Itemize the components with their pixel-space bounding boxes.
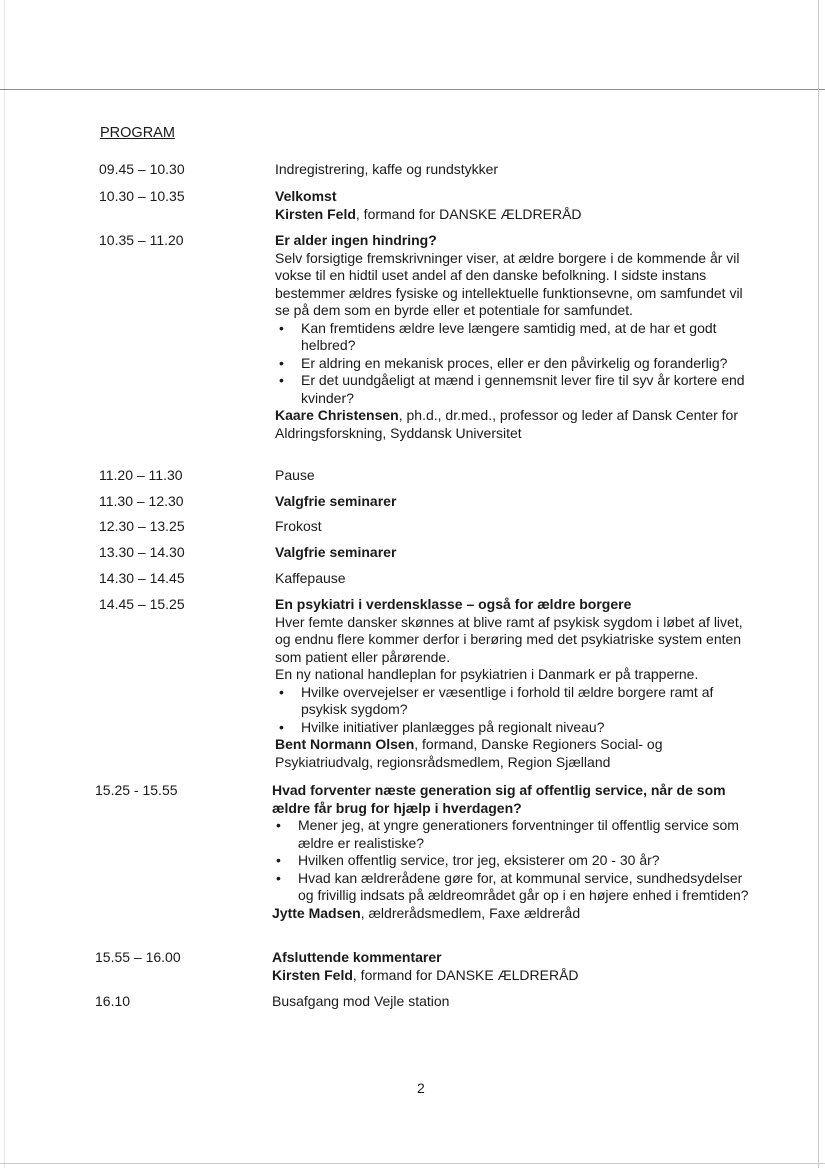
program-time: 09.45 – 10.30 [99,161,185,177]
page-number: 2 [417,1080,425,1096]
session-title: Er alder ingen hindring? [275,232,437,248]
speaker-line [275,736,760,771]
program-content [275,570,760,588]
session-title: Valgfrie seminarer [275,544,397,560]
speaker-role: , ph.d., dr.med., professor og leder af Dansk Center for Aldringsforskning, Syddansk Universitet [275,407,738,441]
session-description: Selv forsigtige fremskrivninger viser, at ældre borgere i de kommende år vil vokse til en hidtil uset andel af den danske befolkning. I sidste instans bestemmer ældres fysiske og intellektuelle funktionsevne, om samfundet vil se på dem som en byrde eller et potentiale for samfundet. [275,249,743,318]
program-text: Busafgang mod Vejle station [272,993,450,1009]
program-time: 10.30 – 10.35 [99,188,185,204]
question-item: • Er aldring en mekanisk proces, eller er den påvirkelig og foranderlig? [275,355,760,373]
program-time: 15.55 – 16.00 [95,949,181,965]
speaker-name: Jytte Madsen [272,904,361,921]
program-time: 13.30 – 14.30 [99,544,185,560]
program-text: Indregistrering, kaffe og rundstykker [275,161,499,177]
speaker-role: , formand for DANSKE ÆLDRERÅD [355,205,582,222]
speaker-line [275,206,760,224]
program-content [275,232,760,442]
program-content [272,782,757,922]
header-rule [0,89,825,90]
program-content [275,493,760,511]
program-content [275,188,760,223]
speaker-line [272,967,757,985]
session-title: Afsluttende kommentarer [272,949,442,965]
program-time: 15.25 - 15.55 [95,782,178,798]
program-content [272,949,757,984]
question-item: • Er det uundgåeligt at mænd i gennemsnit lever fire til syv år kortere end kvinder? [275,372,760,407]
speaker-name: Kaare Christensen [275,407,399,423]
program-time: 12.30 – 13.25 [99,518,185,534]
speaker-role: , formand for DANSKE ÆLDRERÅD [352,966,579,983]
speaker-name: Bent Normann Olsen [275,736,415,752]
program-content [272,993,757,1011]
program-content [275,596,760,771]
page-left-edge [4,0,5,1168]
program-time: 11.30 – 12.30 [99,493,184,509]
program-content [275,518,760,536]
program-time: 14.30 – 14.45 [99,570,185,586]
speaker-role: , formand, Danske Regioners Social- og Psykiatriudvalg, regionsrådsmedlem, Region Sjælland [275,736,663,770]
program-content [275,467,760,485]
session-title: Hvad forventer næste generation sig af offentlig service, når de som ældre får brug for hjælp i hverdagen? [272,782,726,816]
question-item: • Kan fremtidens ældre leve længere samtidig med, at de har et godt helbred? [275,320,760,355]
program-content [275,161,760,179]
question-list [275,684,760,737]
question-list [275,320,760,408]
speaker-line [272,905,757,923]
question-item: • Hvilken offentlig service, tror jeg, eksisterer om 20 - 30 år? [272,852,757,870]
page-bottom-edge [0,1163,825,1164]
question-item: • Mener jeg, at yngre generationers forventninger til offentlig service som ældre er realistiske? [272,817,757,852]
session-description: En ny national handleplan for psykiatrien i Danmark er på trapperne. [275,666,699,682]
session-title: Valgfrie seminarer [275,493,397,509]
program-time: 14.45 – 15.25 [99,596,185,612]
program-time: 10.35 – 11.20 [99,232,184,248]
speaker-name: Kirsten Feld [272,966,353,983]
page-right-edge [818,0,819,1168]
question-item: • Hvilke overvejelser er væsentlige i forhold til ældre borgere ramt af psykisk sygdom? [275,684,760,719]
session-description: Hver femte dansker skønnes at blive ramt af psykisk sygdom i løbet af livet, og endnu flere kommer derfor i berøring med det psykiatriske system enten som patient eller pårørende. [275,613,743,665]
program-text: Kaffepause [275,570,346,586]
program-time: 16.10 [95,993,131,1009]
program-heading: PROGRAM [100,125,175,141]
question-list [272,817,757,905]
program-time: 11.20 – 11.30 [99,467,183,483]
session-title: En psykiatri i verdensklasse – også for ældre borgere [275,596,632,612]
program-text: Pause [275,467,315,483]
session-title: Velkomst [275,188,337,204]
question-item: • Hvad kan ældrerådene gøre for, at kommunal service, sundhedsydelser og frivillig indsats på ældreområdet går op i en højere enhed i fremtiden? [272,870,757,905]
speaker-role: , ældrerådsmedlem, Faxe ældreråd [360,904,581,921]
speaker-name: Kirsten Feld [275,205,356,222]
question-item: • Hvilke initiativer planlægges på regionalt niveau? [275,719,760,737]
program-content [275,544,760,562]
program-text: Frokost [275,518,322,534]
speaker-line [275,407,760,442]
